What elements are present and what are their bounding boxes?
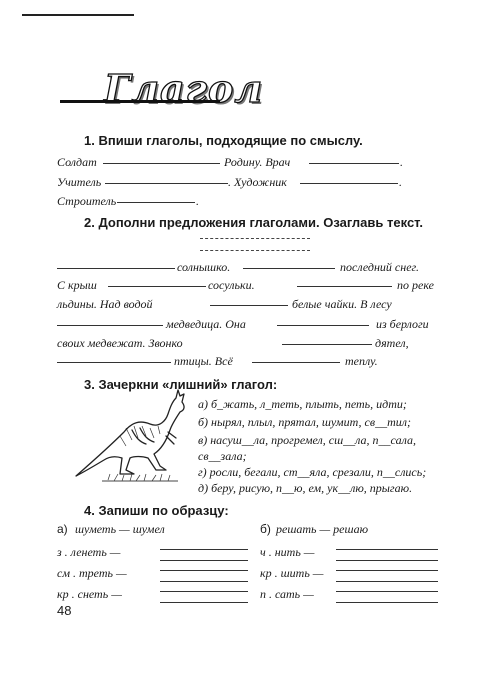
page-title: Глагол [104,66,264,111]
task-3-item-c: в) насуш__ла, прогремел, сш__ла, п__сала, [198,433,416,447]
answer-line[interactable] [160,541,248,550]
task-1-heading: 1. Впиши глаголы, подходящие по смыслу. [84,133,363,148]
task-2-text: дятел, [375,336,409,350]
task-3-item-c-cont: св__зала; [198,449,247,463]
task-2-heading: 2. Дополни предложения глаголами. Озаглавь текст. [84,215,424,230]
answer-line[interactable] [160,594,248,603]
task-2-text: сосульки. [208,278,255,292]
task-4-word: кр . снеть — [57,587,122,601]
task-2-text: по реке [397,278,434,292]
answer-line[interactable] [282,336,372,345]
answer-line[interactable] [57,354,171,363]
example-word: шуметь — шумел [75,522,165,536]
answer-line[interactable] [336,583,438,592]
task-4-word: кр . шить — [260,566,324,580]
answer-line[interactable] [252,354,340,363]
answer-line[interactable] [300,175,398,184]
title-line[interactable] [200,230,310,239]
example-word: решать — решаю [276,522,369,536]
task-1-text: . [399,175,402,189]
example-label: а) [57,522,68,536]
task-2-text: солнышко. [177,260,231,274]
answer-line[interactable] [160,583,248,592]
task-1-text: . [196,194,199,208]
answer-line[interactable] [309,155,399,164]
task-2-text: льдины. Над водой [57,297,153,311]
answer-line[interactable] [336,562,438,571]
task-3-item-e: д) беру, рисую, п__ю, ем, ук__лю, прыгаю. [198,481,413,495]
task-2-text: белые чайки. В лесу [292,297,392,311]
answer-line[interactable] [210,297,288,306]
task-2-text: своих медвежат. Звонко [57,336,183,350]
answer-line[interactable] [160,562,248,571]
answer-line[interactable] [117,194,195,203]
answer-line[interactable] [57,317,163,326]
task-4-word: з . ленеть — [57,545,121,559]
answer-line[interactable] [336,573,438,582]
kangaroo-illustration [74,384,190,484]
task-2-text: последний снег. [340,260,420,274]
task-3-item-b: б) нырял, плыл, прятал, шумит, св__тил; [198,415,411,429]
task-2-text: птицы. Всё [174,354,233,368]
example-label: б) [260,522,271,536]
task-2-text: С крыш [57,278,97,292]
answer-line[interactable] [277,317,369,326]
task-1-text: . Художник [228,175,287,189]
answer-line[interactable] [336,541,438,550]
task-1-text: Солдат [57,155,97,169]
answer-line[interactable] [336,594,438,603]
task-1-text: Родину. Врач [224,155,291,169]
answer-line[interactable] [108,278,206,287]
task-2-text: из берлоги [376,317,429,331]
task-4-word: см . треть — [57,566,127,580]
task-3-item-a: а) б_жать, л_теть, плыть, петь, идти; [198,397,407,411]
answer-line[interactable] [160,573,248,582]
top-rule [22,14,134,16]
task-3-heading: 3. Зачеркни «лишний» глагол: [84,377,278,392]
title-line[interactable] [200,242,310,251]
task-1-text: Строитель [57,194,117,208]
task-1-text: Учитель [57,175,102,189]
task-4-word: п . сать — [260,587,314,601]
task-3-item-d: г) росли, бегали, ст__яла, срезали, п__слись; [198,465,427,479]
title-underline [60,100,220,103]
task-4-heading: 4. Запиши по образцу: [84,503,229,518]
task-1-text: . [400,155,403,169]
answer-line[interactable] [336,552,438,561]
task-4-word: ч . нить — [260,545,315,559]
answer-line[interactable] [57,260,175,269]
answer-line[interactable] [297,278,392,287]
task-2-text: теплу. [345,354,378,368]
task-2-text: медведица. Она [166,317,246,331]
answer-line[interactable] [105,175,228,184]
answer-line[interactable] [160,552,248,561]
page-number: 48 [57,603,72,618]
answer-line[interactable] [243,260,335,269]
answer-line[interactable] [103,155,220,164]
